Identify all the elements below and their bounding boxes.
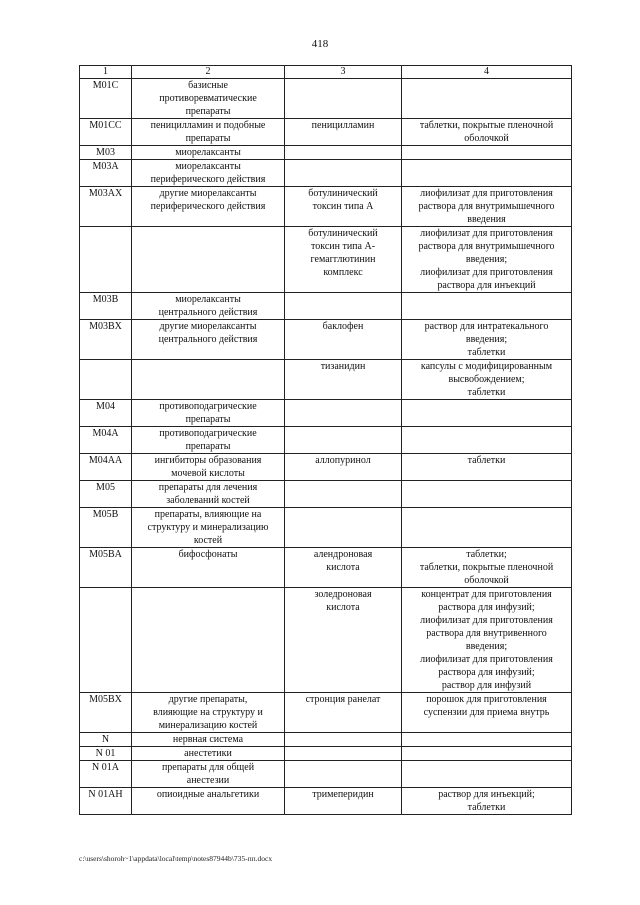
table-row — [80, 320, 572, 360]
group-name-cell: опиоидные анальгетики — [132, 788, 285, 815]
table-row — [80, 508, 572, 548]
table-row — [80, 588, 572, 693]
table-body — [80, 66, 572, 815]
atc-code-cell: M05BX — [80, 693, 132, 733]
group-name-cell: миорелаксанты периферического действия — [132, 160, 285, 187]
table-row — [80, 293, 572, 320]
table-row — [80, 548, 572, 588]
atc-code-cell: M03 — [80, 146, 132, 160]
table-row — [80, 146, 572, 160]
group-name-cell: препараты для общей анестезии — [132, 761, 285, 788]
table-row — [80, 481, 572, 508]
dosage-form-cell — [402, 146, 572, 160]
atc-code-cell — [80, 360, 132, 400]
atc-code-cell: M01CC — [80, 119, 132, 146]
group-name-cell — [132, 227, 285, 293]
group-name-cell — [132, 360, 285, 400]
table-row — [80, 227, 572, 293]
table-row — [80, 733, 572, 747]
group-name-cell: другие препараты, влияющие на структуру и минерализацию костей — [132, 693, 285, 733]
dosage-form-cell — [402, 761, 572, 788]
table-row — [80, 788, 572, 815]
drug-name-cell: стронция ранелат — [285, 693, 402, 733]
header-cell-2: 2 — [132, 66, 285, 79]
group-name-cell: пеницилламин и подобные препараты — [132, 119, 285, 146]
atc-code-cell: M03AX — [80, 187, 132, 227]
atc-code-cell: N 01 — [80, 747, 132, 761]
group-name-cell: препараты, влияющие на структуру и минерализацию костей — [132, 508, 285, 548]
dosage-form-cell — [402, 79, 572, 119]
dosage-form-cell — [402, 400, 572, 427]
atc-code-cell — [80, 588, 132, 693]
atc-code-cell: M03B — [80, 293, 132, 320]
atc-code-cell: M03A — [80, 160, 132, 187]
atc-code-cell: M05B — [80, 508, 132, 548]
drug-name-cell: аллопуринол — [285, 454, 402, 481]
group-name-cell: другие миорелаксанты центрального действия — [132, 320, 285, 360]
atc-code-cell: N 01AH — [80, 788, 132, 815]
drug-name-cell: пеницилламин — [285, 119, 402, 146]
drug-name-cell — [285, 146, 402, 160]
atc-code-cell: M01C — [80, 79, 132, 119]
drug-name-cell — [285, 400, 402, 427]
dosage-form-cell: раствор для интратекального введения; таблетки — [402, 320, 572, 360]
dosage-form-cell — [402, 293, 572, 320]
group-name-cell — [132, 588, 285, 693]
drug-name-cell — [285, 160, 402, 187]
atc-code-cell: M05 — [80, 481, 132, 508]
group-name-cell: нервная система — [132, 733, 285, 747]
table-row — [80, 400, 572, 427]
header-cell-1: 1 — [80, 66, 132, 79]
table-header-row — [80, 66, 572, 79]
dosage-form-cell — [402, 427, 572, 454]
drug-name-cell — [285, 427, 402, 454]
drug-name-cell — [285, 747, 402, 761]
group-name-cell: противоподагрические препараты — [132, 400, 285, 427]
drug-name-cell: золедроновая кислота — [285, 588, 402, 693]
atc-code-cell: M05BA — [80, 548, 132, 588]
atc-code-cell — [80, 227, 132, 293]
drug-name-cell: ботулинический токсин типа А- гемагглютинин комплекс — [285, 227, 402, 293]
dosage-form-cell: таблетки, покрытые пленочной оболочкой — [402, 119, 572, 146]
drug-name-cell: ботулинический токсин типа А — [285, 187, 402, 227]
table-row — [80, 454, 572, 481]
table-row — [80, 119, 572, 146]
drug-classification-table — [79, 65, 572, 815]
drug-name-cell — [285, 481, 402, 508]
atc-code-cell: N 01A — [80, 761, 132, 788]
atc-code-cell: M04 — [80, 400, 132, 427]
drug-name-cell: тизанидин — [285, 360, 402, 400]
group-name-cell: другие миорелаксанты периферического действия — [132, 187, 285, 227]
table-row — [80, 693, 572, 733]
table-row — [80, 79, 572, 119]
drug-name-cell: баклофен — [285, 320, 402, 360]
dosage-form-cell: таблетки — [402, 454, 572, 481]
footer-file-path: c:\users\shoroh~1\appdata\local\temp\notes87944b\735-пп.docx — [79, 854, 273, 863]
drug-name-cell: алендроновая кислота — [285, 548, 402, 588]
dosage-form-cell: лиофилизат для приготовления раствора для внутримышечного введения; лиофилизат для приготовления раствора для инъекций — [402, 227, 572, 293]
atc-code-cell: M04A — [80, 427, 132, 454]
dosage-form-cell: таблетки; таблетки, покрытые пленочной оболочкой — [402, 548, 572, 588]
table-row — [80, 160, 572, 187]
table-row — [80, 747, 572, 761]
group-name-cell: препараты для лечения заболеваний костей — [132, 481, 285, 508]
dosage-form-cell: раствор для инъекций; таблетки — [402, 788, 572, 815]
group-name-cell: миорелаксанты центрального действия — [132, 293, 285, 320]
drug-name-cell — [285, 761, 402, 788]
dosage-form-cell — [402, 733, 572, 747]
atc-code-cell: N — [80, 733, 132, 747]
drug-name-cell: тримеперидин — [285, 788, 402, 815]
header-cell-4: 4 — [402, 66, 572, 79]
group-name-cell: бифосфонаты — [132, 548, 285, 588]
drug-name-cell — [285, 293, 402, 320]
dosage-form-cell: концентрат для приготовления раствора для инфузий; лиофилизат для приготовления раствора для внутривенного введения; лиофилизат для приготовления раствора для инфузий; раствор для инфузий — [402, 588, 572, 693]
group-name-cell: ингибиторы образования мочевой кислоты — [132, 454, 285, 481]
page-number: 418 — [311, 38, 329, 50]
group-name-cell: противоподагрические препараты — [132, 427, 285, 454]
atc-code-cell: M03BX — [80, 320, 132, 360]
table-row — [80, 187, 572, 227]
drug-name-cell — [285, 508, 402, 548]
atc-code-cell: M04AA — [80, 454, 132, 481]
dosage-form-cell — [402, 481, 572, 508]
group-name-cell: миорелаксанты — [132, 146, 285, 160]
dosage-form-cell: лиофилизат для приготовления раствора для внутримышечного введения — [402, 187, 572, 227]
table-row — [80, 761, 572, 788]
dosage-form-cell — [402, 747, 572, 761]
table-row — [80, 427, 572, 454]
header-cell-3: 3 — [285, 66, 402, 79]
dosage-form-cell — [402, 508, 572, 548]
drug-name-cell — [285, 733, 402, 747]
dosage-form-cell — [402, 160, 572, 187]
drug-name-cell — [285, 79, 402, 119]
table-row — [80, 360, 572, 400]
dosage-form-cell: капсулы с модифицированным высвобождением; таблетки — [402, 360, 572, 400]
group-name-cell: базисные противоревматические препараты — [132, 79, 285, 119]
dosage-form-cell: порошок для приготовления суспензии для приема внутрь — [402, 693, 572, 733]
group-name-cell: анестетики — [132, 747, 285, 761]
